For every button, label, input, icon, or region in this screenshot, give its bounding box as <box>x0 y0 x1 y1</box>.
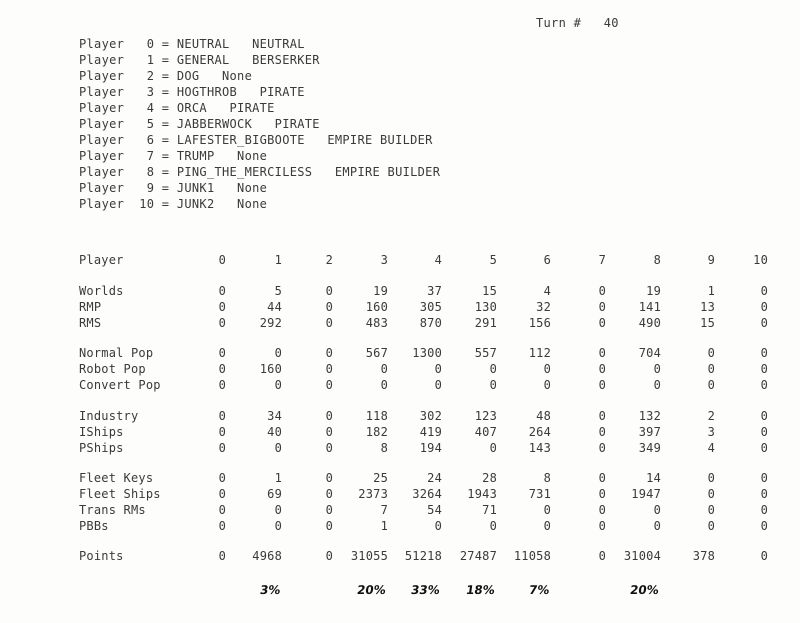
handwritten-percentage: 20% <box>356 583 387 597</box>
table-cell: 870 <box>419 316 442 330</box>
table-cell: 0 <box>218 425 226 439</box>
table-cell: 7 <box>380 503 388 517</box>
player-type: PIRATE <box>229 101 275 115</box>
table-cell: 0 <box>218 316 226 330</box>
row-label: Industry <box>79 409 139 423</box>
player-type: None <box>237 181 268 195</box>
table-cell: 0 <box>325 316 333 330</box>
player-name: JUNK2 <box>176 197 215 211</box>
table-cell: 4968 <box>252 549 282 563</box>
table-cell: 0 <box>489 441 497 455</box>
table-cell: 14 <box>646 471 661 485</box>
table-cell: 0 <box>707 503 715 517</box>
table-cell: 54 <box>427 503 442 517</box>
table-cell: 0 <box>760 503 768 517</box>
player-number: 0 <box>146 37 155 51</box>
table-cell: 0 <box>707 519 715 533</box>
column-header: 7 <box>598 253 606 267</box>
table-cell: 0 <box>760 409 768 423</box>
row-label: Convert Pop <box>79 378 161 392</box>
table-cell: 0 <box>653 378 661 392</box>
table-cell: 349 <box>638 441 661 455</box>
table-cell: 302 <box>419 409 442 423</box>
player-line: Player 2 = DOG None <box>79 69 253 83</box>
row-label: RMS <box>79 316 102 330</box>
table-cell: 11058 <box>513 549 551 563</box>
table-cell: 0 <box>434 519 442 533</box>
table-cell: 48 <box>536 409 551 423</box>
player-name: DOG <box>176 69 200 83</box>
row-label: Trans RMs <box>79 503 146 517</box>
table-cell: 15 <box>700 316 715 330</box>
table-cell: 0 <box>598 300 606 314</box>
table-cell: 0 <box>325 362 333 376</box>
table-cell: 0 <box>707 471 715 485</box>
player-name: HOGTHROB <box>176 85 238 99</box>
player-type: None <box>237 197 268 211</box>
table-cell: 19 <box>373 284 388 298</box>
table-cell: 0 <box>598 409 606 423</box>
table-cell: 0 <box>325 519 333 533</box>
table-cell: 1 <box>274 471 282 485</box>
handwritten-percentage: 18% <box>465 583 496 597</box>
table-cell: 0 <box>218 346 226 360</box>
player-type: NEUTRAL <box>252 37 305 51</box>
table-cell: 1300 <box>412 346 442 360</box>
player-line: Player 8 = PING_THE_MERCILESS EMPIRE BUILDER <box>79 165 441 179</box>
player-name: NEUTRAL <box>176 37 230 51</box>
table-cell: 0 <box>274 441 282 455</box>
player-line: Player 3 = HOGTHROB PIRATE <box>79 85 305 99</box>
table-cell: 0 <box>760 378 768 392</box>
table-cell: 490 <box>638 316 661 330</box>
table-cell: 8 <box>543 471 551 485</box>
player-name: JABBERWOCK <box>176 117 253 131</box>
table-cell: 2373 <box>358 487 388 501</box>
table-cell: 0 <box>380 378 388 392</box>
table-cell: 0 <box>325 441 333 455</box>
table-cell: 0 <box>325 503 333 517</box>
table-cell: 0 <box>274 378 282 392</box>
turn-label: Turn # <box>536 16 582 30</box>
table-cell: 0 <box>598 316 606 330</box>
player-type: PIRATE <box>259 85 305 99</box>
table-cell: 0 <box>218 471 226 485</box>
table-cell: 397 <box>638 425 661 439</box>
player-line: Player 1 = GENERAL BERSERKER <box>79 53 320 67</box>
player-line: Player 7 = TRUMP None <box>79 149 268 163</box>
column-header: 5 <box>489 253 497 267</box>
player-number: 2 <box>146 69 155 83</box>
player-line: Player 10 = JUNK2 None <box>79 197 268 211</box>
table-cell: 44 <box>267 300 282 314</box>
player-type: EMPIRE BUILDER <box>327 133 433 147</box>
table-cell: 51218 <box>404 549 442 563</box>
table-cell: 419 <box>419 425 442 439</box>
player-name: JUNK1 <box>176 181 215 195</box>
player-number: 3 <box>146 85 155 99</box>
table-cell: 15 <box>482 284 497 298</box>
table-cell: 0 <box>760 362 768 376</box>
player-number: 5 <box>146 117 155 131</box>
table-cell: 27487 <box>459 549 497 563</box>
table-cell: 4 <box>707 441 715 455</box>
table-cell: 264 <box>528 425 551 439</box>
table-cell: 1947 <box>631 487 661 501</box>
table-cell: 0 <box>598 441 606 455</box>
player-type: BERSERKER <box>252 53 320 67</box>
column-header: 1 <box>274 253 282 267</box>
column-header: 8 <box>653 253 661 267</box>
column-header: 3 <box>380 253 388 267</box>
row-label: Fleet Keys <box>79 471 154 485</box>
table-cell: 0 <box>707 346 715 360</box>
row-label: Worlds <box>79 284 124 298</box>
table-cell: 4 <box>543 284 551 298</box>
player-type: PIRATE <box>274 117 320 131</box>
column-header: 9 <box>707 253 715 267</box>
column-header: 10 <box>753 253 768 267</box>
table-cell: 0 <box>325 549 333 563</box>
table-cell: 407 <box>474 425 497 439</box>
turn-value: 40 <box>603 16 619 30</box>
table-cell: 34 <box>267 409 282 423</box>
table-cell: 0 <box>325 409 333 423</box>
row-label: Normal Pop <box>79 346 154 360</box>
table-cell: 731 <box>528 487 551 501</box>
column-header: 4 <box>434 253 442 267</box>
table-cell: 0 <box>598 519 606 533</box>
table-cell: 0 <box>218 378 226 392</box>
table-cell: 0 <box>218 549 226 563</box>
table-cell: 0 <box>325 425 333 439</box>
table-cell: 19 <box>646 284 661 298</box>
table-cell: 291 <box>474 316 497 330</box>
table-cell: 3 <box>707 425 715 439</box>
table-cell: 0 <box>760 471 768 485</box>
player-line: Player 5 = JABBERWOCK PIRATE <box>79 117 320 131</box>
row-label: RMP <box>79 300 102 314</box>
table-cell: 112 <box>528 346 551 360</box>
table-cell: 13 <box>700 300 715 314</box>
table-cell: 0 <box>218 362 226 376</box>
table-cell: 0 <box>760 284 768 298</box>
column-header: 0 <box>218 253 226 267</box>
player-line: Player 9 = JUNK1 None <box>79 181 268 195</box>
handwritten-percentage: 20% <box>629 583 660 597</box>
table-cell: 28 <box>482 471 497 485</box>
table-cell: 1943 <box>467 487 497 501</box>
table-cell: 305 <box>419 300 442 314</box>
table-cell: 0 <box>760 300 768 314</box>
table-cell: 0 <box>218 503 226 517</box>
table-cell: 0 <box>598 487 606 501</box>
table-cell: 31055 <box>350 549 388 563</box>
table-cell: 37 <box>427 284 442 298</box>
player-type: None <box>237 149 268 163</box>
table-cell: 118 <box>365 409 388 423</box>
player-name: TRUMP <box>176 149 215 163</box>
table-cell: 0 <box>218 487 226 501</box>
table-cell: 0 <box>707 362 715 376</box>
table-cell: 0 <box>598 362 606 376</box>
table-cell: 0 <box>598 503 606 517</box>
table-cell: 182 <box>365 425 388 439</box>
table-cell: 0 <box>598 346 606 360</box>
table-cell: 0 <box>653 519 661 533</box>
table-cell: 0 <box>707 378 715 392</box>
table-cell: 1 <box>380 519 388 533</box>
table-cell: 0 <box>218 441 226 455</box>
table-cell: 0 <box>760 441 768 455</box>
player-number: 8 <box>146 165 155 179</box>
table-cell: 130 <box>474 300 497 314</box>
table-cell: 0 <box>707 487 715 501</box>
player-number: 10 <box>139 197 155 211</box>
table-cell: 141 <box>638 300 661 314</box>
table-cell: 160 <box>259 362 282 376</box>
table-cell: 0 <box>325 346 333 360</box>
table-cell: 69 <box>267 487 282 501</box>
table-cell: 2 <box>707 409 715 423</box>
table-cell: 160 <box>365 300 388 314</box>
player-line: Player 4 = ORCA PIRATE <box>79 101 275 115</box>
handwritten-percentage: 7% <box>527 583 550 597</box>
table-cell: 0 <box>434 378 442 392</box>
table-cell: 0 <box>325 471 333 485</box>
table-cell: 378 <box>692 549 715 563</box>
table-cell: 0 <box>760 519 768 533</box>
table-cell: 0 <box>760 346 768 360</box>
table-cell: 123 <box>474 409 497 423</box>
table-cell: 0 <box>760 425 768 439</box>
player-line: Player 0 = NEUTRAL NEUTRAL <box>79 37 305 51</box>
player-name: LAFESTER_BIGBOOTE <box>176 133 305 147</box>
table-cell: 5 <box>274 284 282 298</box>
row-label: PBBs <box>79 519 109 533</box>
table-cell: 0 <box>598 425 606 439</box>
player-number: 1 <box>146 53 155 67</box>
table-cell: 24 <box>427 471 442 485</box>
table-cell: 0 <box>489 362 497 376</box>
table-cell: 0 <box>325 284 333 298</box>
player-number: 6 <box>146 133 155 147</box>
table-cell: 0 <box>274 346 282 360</box>
table-cell: 483 <box>365 316 388 330</box>
table-cell: 143 <box>528 441 551 455</box>
row-label: IShips <box>79 425 124 439</box>
table-cell: 0 <box>218 300 226 314</box>
table-cell: 32 <box>536 300 551 314</box>
player-type: None <box>222 69 253 83</box>
table-cell: 40 <box>267 425 282 439</box>
player-number: 4 <box>146 101 155 115</box>
player-type: EMPIRE BUILDER <box>334 165 441 179</box>
table-cell: 0 <box>543 503 551 517</box>
table-cell: 0 <box>380 362 388 376</box>
table-cell: 0 <box>598 549 606 563</box>
player-name: ORCA <box>176 101 207 115</box>
table-header-label: Player <box>79 253 124 267</box>
table-cell: 0 <box>325 378 333 392</box>
player-name: GENERAL <box>176 53 230 67</box>
table-cell: 25 <box>373 471 388 485</box>
table-cell: 8 <box>380 441 388 455</box>
table-cell: 0 <box>218 284 226 298</box>
table-cell: 0 <box>598 378 606 392</box>
table-cell: 0 <box>653 503 661 517</box>
row-label: Points <box>79 549 124 563</box>
table-cell: 0 <box>760 487 768 501</box>
column-header: 6 <box>543 253 551 267</box>
table-cell: 3264 <box>412 487 442 501</box>
table-cell: 0 <box>218 519 226 533</box>
table-cell: 0 <box>325 300 333 314</box>
table-cell: 0 <box>653 362 661 376</box>
handwritten-percentage: 33% <box>410 583 441 597</box>
table-cell: 704 <box>638 346 661 360</box>
table-cell: 0 <box>325 487 333 501</box>
table-cell: 0 <box>760 316 768 330</box>
table-cell: 156 <box>528 316 551 330</box>
player-number: 9 <box>146 181 155 195</box>
table-cell: 567 <box>365 346 388 360</box>
table-cell: 31004 <box>623 549 661 563</box>
table-cell: 292 <box>259 316 282 330</box>
table-cell: 0 <box>489 519 497 533</box>
table-cell: 0 <box>543 519 551 533</box>
table-cell: 0 <box>434 362 442 376</box>
player-line: Player 6 = LAFESTER_BIGBOOTE EMPIRE BUILDER <box>79 133 433 147</box>
table-cell: 557 <box>474 346 497 360</box>
table-cell: 0 <box>543 378 551 392</box>
table-cell: 0 <box>543 362 551 376</box>
table-cell: 0 <box>760 549 768 563</box>
table-cell: 1 <box>707 284 715 298</box>
handwritten-percentage: 3% <box>258 583 281 597</box>
row-label: Fleet Ships <box>79 487 161 501</box>
table-cell: 0 <box>598 471 606 485</box>
table-cell: 132 <box>638 409 661 423</box>
table-cell: 0 <box>274 519 282 533</box>
player-number: 7 <box>146 149 155 163</box>
table-cell: 0 <box>489 378 497 392</box>
row-label: Robot Pop <box>79 362 146 376</box>
table-cell: 0 <box>598 284 606 298</box>
column-header: 2 <box>325 253 333 267</box>
table-cell: 194 <box>419 441 442 455</box>
player-name: PING_THE_MERCILESS <box>176 165 313 179</box>
row-label: PShips <box>79 441 124 455</box>
table-cell: 71 <box>482 503 497 517</box>
table-cell: 0 <box>218 409 226 423</box>
table-cell: 0 <box>274 503 282 517</box>
